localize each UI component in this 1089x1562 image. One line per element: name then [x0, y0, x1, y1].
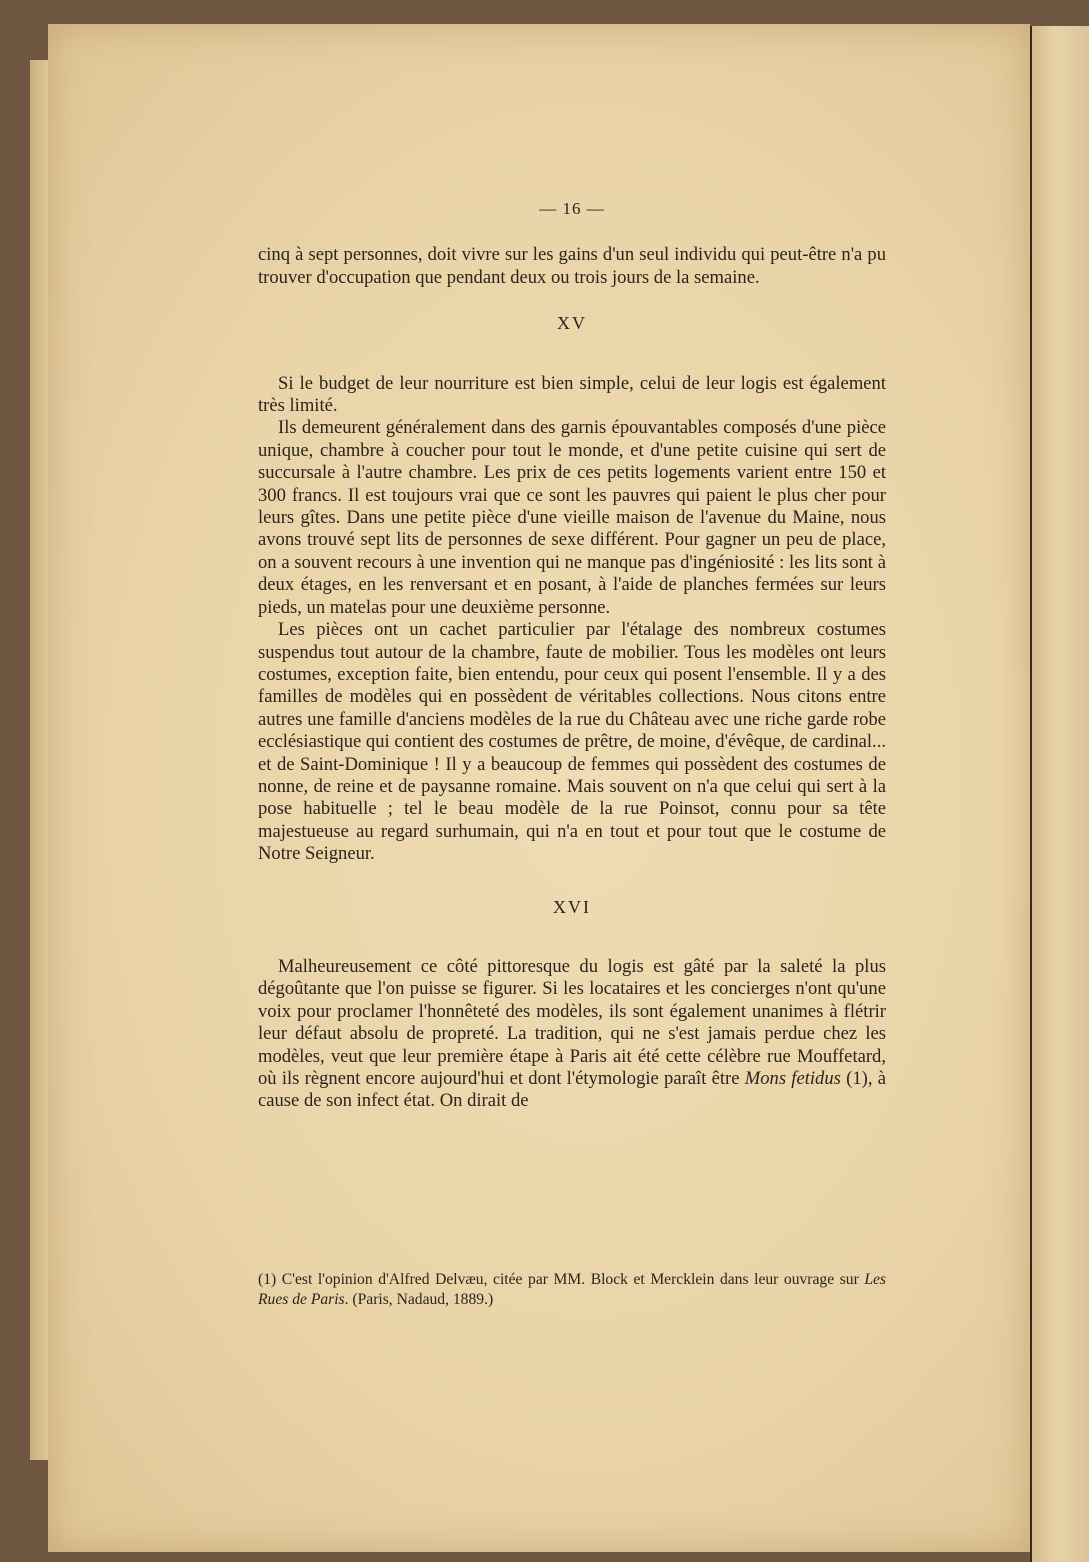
section-heading-xvi: XVI	[553, 896, 591, 917]
footnote-text-a: (1) C'est l'opinion d'Alfred Delvæu, citée par MM. Block et Mercklein dans leur ouvrage sur	[258, 1271, 865, 1288]
latin-phrase: Mons fetidus	[744, 1068, 841, 1089]
section-heading-xv: XV	[557, 313, 587, 334]
footnote-book-title: Les Rues de Paris	[258, 1271, 886, 1308]
paragraph-xv-1: Si le budget de leur nourriture est bien simple, celui de leur logis est également très limité.	[258, 372, 886, 417]
paragraph-xv-3: Les pièces ont un cachet particulier par l'étalage des nombreux costumes suspendus tout autour de la chambre, faute de mobilier. Tous les modèles ont leurs costumes, exception faite, bien entendu, pour ceux qui posent l'ensemble. Il y a des familles de modèles qui en possèdent de véritables collections. Nous citons entre autres une famille d'anciens modèles de la rue du Château avec une riche garde robe ecclésiastique qui contient des costumes de prêtre, de moine, d'évêque, de cardinal... et de Saint-Dominique ! Il y a beaucoup de femmes qui possèdent des costumes de nonne, de reine et de paysanne romaine. Mais souvent on n'a que celui qui sert à la pose habituelle ; tel le beau modèle de la rue Poinsot, connu pour sa tête majestueuse au regard surhumain, qui n'a en tout et pour tout que le costume de Notre Seigneur.	[258, 619, 886, 865]
footnote	[258, 1270, 886, 1310]
facing-page-edge	[1030, 26, 1089, 1562]
paragraph-xv-2: Ils demeurent généralement dans des garnis épouvantables composés d'une pièce unique, chambre à coucher pour tout le monde, et d'une petite cuisine qui sert de succursale à l'autre chambre. Les prix de ces petits logements varient entre 150 et 300 francs. Il est toujours vrai que ce sont les pauvres qui paient le plus cher pour leurs gîtes. Dans une petite pièce d'une vieille maison de l'avenue du Maine, nous avons trouvé sept lits de personnes de sexe différent. Pour gagner un peu de place, on a souvent recours à une invention qui ne manque pas d'ingéniosité : les lits sont à deux étages, en les renversant et en posant, à l'aide de planches fermées sur leurs pieds, un matelas pour une deuxième personne.	[258, 417, 886, 618]
paragraph-xvi-1	[258, 956, 886, 1113]
footnote-text-b: . (Paris, Nadaud, 1889.)	[344, 1291, 494, 1308]
paragraph-xvi-text-a: Malheureusement ce côté pittoresque du logis est gâté par la saleté la plus dégoûtante que l'on puisse se figurer. Si les locataires et les concierges n'ont qu'une voix pour proclamer l'honnêteté des modèles, ils sont également unanimes à flétrir leur défaut absolu de propreté. La tradition, qui ne s'est jamais perdue chez les modèles, veut que leur première étape à Paris ait été cette célèbre rue Mouffetard, où ils règnent encore aujourd'hui et dont l'étymologie paraît être	[258, 955, 886, 1089]
continuation-paragraph: cinq à sept personnes, doit vivre sur les gains d'un seul individu qui peut-être n'a pu trouver d'occupation que pendant deux ou trois jours de la semaine.	[258, 244, 886, 288]
paragraph-xvi-text-b: (1), à cause de son infect état. On dirait de	[258, 1068, 886, 1112]
page-text-block	[258, 198, 886, 1113]
page-number: — 16 —	[539, 199, 605, 218]
